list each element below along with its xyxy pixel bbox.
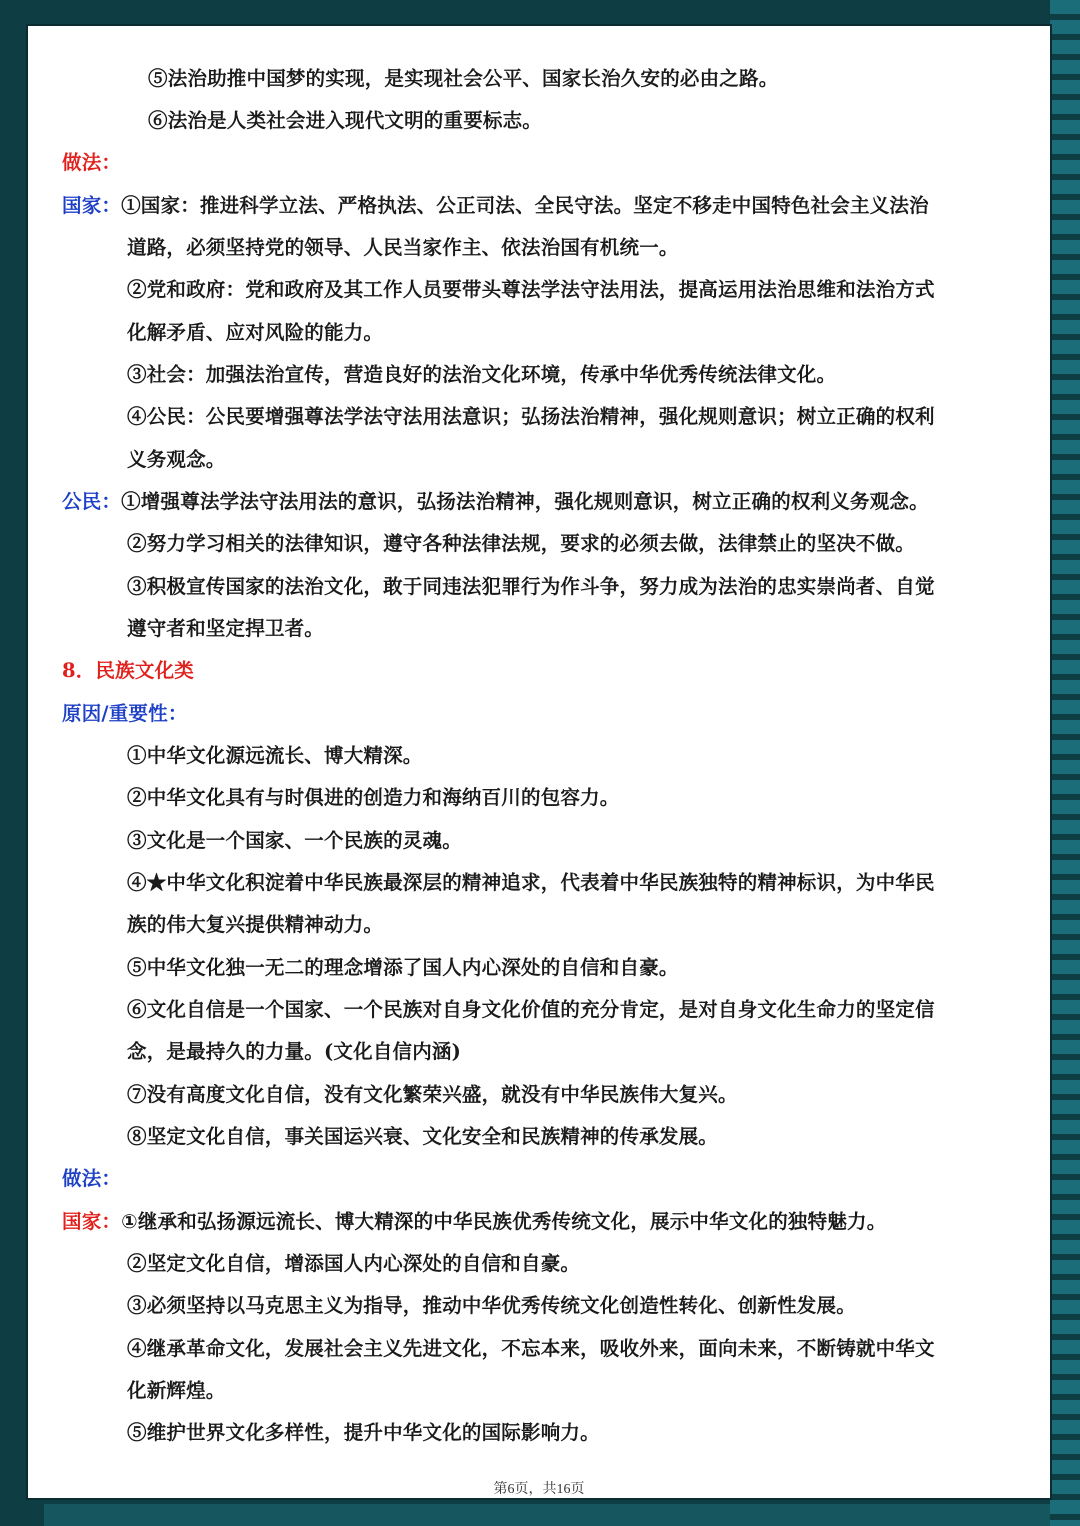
- line-text: ④★中华文化积淀着中华民族最深层的精神追求，代表着中华民族独特的精神标识，为中华民: [127, 871, 935, 894]
- line-text: 族的伟大复兴提供精神动力。: [127, 913, 384, 936]
- line-text: ②党和政府：党和政府及其工作人员要带头尊法学法守法用法，提高运用法治思维和法治方式: [127, 278, 935, 301]
- text-line: [28, 1417, 1050, 1445]
- text-line: [28, 867, 1050, 895]
- text-line: [28, 613, 1050, 641]
- text-line: [28, 401, 1050, 429]
- text-line: [28, 1206, 1050, 1234]
- line-text: ⑤中华文化独一无二的理念增添了国人内心深处的自信和自豪。: [127, 956, 679, 979]
- text-line: [28, 486, 1050, 514]
- line-text: ⑦没有高度文化自信，没有文化繁荣兴盛，就没有中华民族伟大复兴。: [127, 1083, 738, 1106]
- document-page: [28, 26, 1050, 1498]
- bottom-band: [44, 1504, 1050, 1526]
- text-line: [28, 994, 1050, 1022]
- text-line: [28, 909, 1050, 937]
- text-line: [28, 952, 1050, 980]
- line-text: ⑥文化自信是一个国家、一个民族对自身文化价值的充分肯定，是对自身文化生命力的坚定信: [127, 998, 935, 1021]
- text-line: [28, 1079, 1050, 1107]
- line-text: ①国家：推进科学立法、严格执法、公正司法、全民守法。坚定不移走中国特色社会主义法治: [121, 194, 929, 217]
- line-text: 化解矛盾、应对风险的能力。: [127, 321, 384, 344]
- subject-label: 公民：: [62, 490, 122, 513]
- heading-label: 做法：: [62, 1167, 122, 1190]
- text-line: [28, 1333, 1050, 1361]
- line-text: 念，是最持久的力量。(文化自信内涵): [127, 1040, 462, 1063]
- line-text: ④公民：公民要增强尊法学法守法用法意识；弘扬法治精神，强化规则意识；树立正确的权利: [127, 405, 935, 428]
- section-heading: [28, 698, 1050, 726]
- text-line: [28, 740, 1050, 768]
- text-line: [28, 190, 1050, 218]
- frame-stripes: [1050, 0, 1080, 1526]
- heading-label: 8．民族文化类: [62, 659, 194, 682]
- line-text: ④继承革命文化，发展社会主义先进文化，不忘本来，吸收外来，面向未来，不断铸就中华文: [127, 1337, 935, 1360]
- line-text: ⑤法治助推中国梦的实现，是实现社会公平、国家长治久安的必由之路。: [148, 67, 779, 90]
- text-line: [28, 825, 1050, 853]
- text-line: [28, 444, 1050, 472]
- text-line: [28, 1290, 1050, 1318]
- text-line: [28, 1121, 1050, 1149]
- text-line: [28, 571, 1050, 599]
- text-line: [28, 782, 1050, 810]
- line-text: 义务观念。: [127, 448, 226, 471]
- line-text: 化新辉煌。: [127, 1379, 226, 1402]
- line-text: ②中华文化具有与时俱进的创造力和海纳百川的包容力。: [127, 786, 620, 809]
- section-heading: [28, 1163, 1050, 1191]
- line-text: ①中华文化源远流长、博大精深。: [127, 744, 423, 767]
- line-text: ①继承和弘扬源远流长、博大精深的中华民族优秀传统文化，展示中华文化的独特魅力。: [121, 1210, 887, 1233]
- line-text: ②努力学习相关的法律知识，遵守各种法律法规，要求的必须去做，法律禁止的坚决不做。: [127, 532, 916, 555]
- text-line: [28, 1036, 1050, 1064]
- line-text: ③文化是一个国家、一个民族的灵魂。: [127, 829, 462, 852]
- line-text: ①增强尊法学法守法用法的意识，弘扬法治精神，强化规则意识，树立正确的权利义务观念。: [121, 490, 929, 513]
- subject-label: 国家：: [62, 194, 122, 217]
- section-heading: [28, 655, 1050, 683]
- text-line: [28, 1248, 1050, 1276]
- section-heading: [28, 147, 1050, 175]
- line-text: 道路，必须坚持党的领导、人民当家作主、依法治国有机统一。: [127, 236, 679, 259]
- text-line: [28, 359, 1050, 387]
- text-line: [28, 274, 1050, 302]
- line-text: ⑤维护世界文化多样性，提升中华文化的国际影响力。: [127, 1421, 600, 1444]
- text-line: [28, 105, 1050, 133]
- line-text: ⑥法治是人类社会进入现代文明的重要标志。: [148, 109, 543, 132]
- text-line: [28, 63, 1050, 91]
- heading-label: 做法：: [62, 151, 122, 174]
- text-line: [28, 317, 1050, 345]
- line-text: ③积极宣传国家的法治文化，敢于同违法犯罪行为作斗争，努力成为法治的忠实崇尚者、自觉: [127, 575, 935, 598]
- line-text: ②坚定文化自信，增添国人内心深处的自信和自豪。: [127, 1252, 581, 1275]
- heading-label: 原因/重要性：: [62, 702, 188, 725]
- line-text: ③社会：加强法治宣传，营造良好的法治文化环境，传承中华优秀传统法律文化。: [127, 363, 837, 386]
- line-text: 遵守者和坚定捍卫者。: [127, 617, 325, 640]
- line-text: ⑧坚定文化自信，事关国运兴衰、文化安全和民族精神的传承发展。: [127, 1125, 719, 1148]
- line-text: ③必须坚持以马克思主义为指导，推动中华优秀传统文化创造性转化、创新性发展。: [127, 1294, 856, 1317]
- text-line: [28, 1375, 1050, 1403]
- page-footer: 第6页，共16页: [493, 1482, 585, 1497]
- text-line: [28, 232, 1050, 260]
- subject-label: 国家：: [62, 1210, 122, 1233]
- text-line: [28, 528, 1050, 556]
